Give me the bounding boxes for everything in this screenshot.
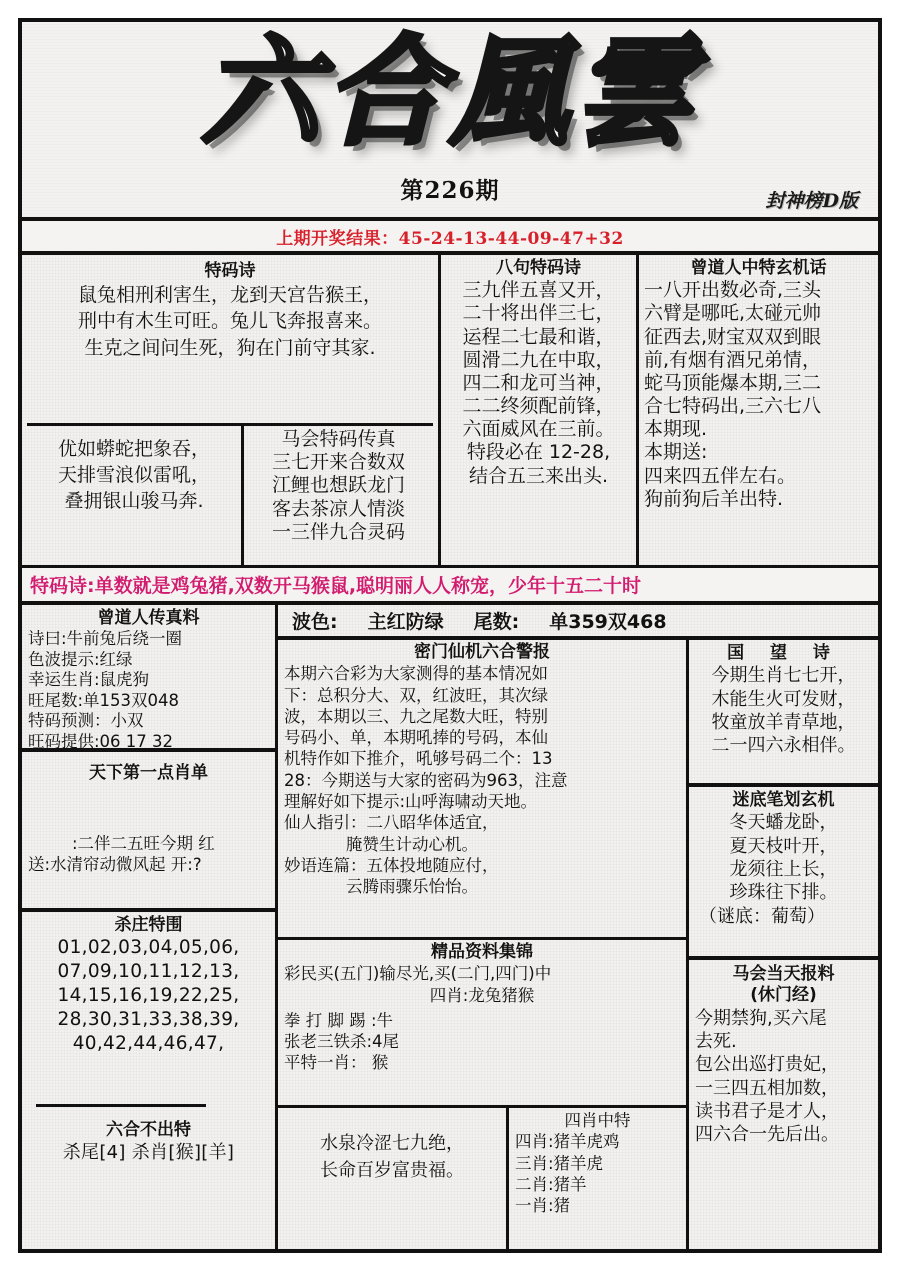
tianxia-line-1: :二伴二五旺今期 红 [72, 834, 215, 854]
sixiao-title: 四肖中特 [564, 1111, 631, 1130]
sixiao-row-2: 三肖:猪羊虎 [515, 1153, 604, 1173]
jingpin-row-3: 平特一肖： 猴 [284, 1053, 389, 1073]
middle-right-group [275, 605, 878, 1249]
mahui-chuanzhen-section [241, 426, 433, 565]
page-title: 六合風雲 [201, 22, 699, 161]
temashi-line-2: 刑中有木生可旺。兔儿飞奔报喜来。 [77, 310, 382, 333]
bocai-bar [278, 605, 878, 640]
liuhe-line: 杀尾[4] 杀肖[猴][羊] [62, 1142, 235, 1164]
zengdaoren-chuanzhen-title: 曾道人传真料 [97, 608, 200, 628]
temashi-section [27, 258, 433, 426]
zengdaoren-xuanji-line-2: 六臂是哪吒,太碰元帅 [644, 302, 822, 325]
poster-frame [18, 18, 882, 1253]
zengdaoren-chuanzhen-section [22, 605, 275, 752]
zengdaoren-row-4: 旺尾数:单153双048 [28, 690, 180, 710]
bocai-value-2: 单359双468 [549, 611, 667, 633]
bajushi-line-4: 圆滑二九在中取， [462, 348, 615, 371]
right-column [686, 640, 878, 1249]
jingpin-title: 精品资料集锦 [431, 942, 533, 962]
miaoyu-row [284, 855, 680, 876]
shuiquan-line-1: 水泉冷涩七九绝， [320, 1133, 464, 1154]
sixiao-row-1: 四肖:猪羊虎鸡 [515, 1132, 620, 1152]
bajushi-line-3: 运程二七最和谐， [462, 325, 615, 348]
bajushi-line-7: 六面威风在三前。 [462, 418, 615, 441]
mimen-body-4: 号码小、单，本期吼捧的号码，本仙 [284, 728, 548, 748]
temashi-line-1: 鼠兔相刑利害生，龙到天宫告猴王， [77, 284, 382, 307]
liuhe-divider [36, 1104, 206, 1107]
bajushi-section [438, 255, 636, 565]
mahui-chuanzhen-line-2: 江鲤也想跃龙门 [271, 474, 405, 497]
mid-right-row [278, 640, 878, 1249]
mimen-section [278, 640, 686, 940]
xianren-row [284, 812, 680, 833]
mimen-body-2: 下：总积分大、双，红波旺，其次绿 [284, 685, 548, 705]
tianxia-line-2: 送:水清帘动微风起 开:? [28, 854, 202, 874]
mahui-chuanzhen-title: 马会特码传真 [281, 428, 396, 450]
zengdaoren-xuanji-line-6: 合七特码出,三六七八 [644, 395, 822, 418]
zengdaoren-xuanji-section [636, 255, 878, 565]
manshe-and-mahui-row [27, 426, 433, 565]
mahui-chuanzhen-line-3: 客去茶凉人情淡 [271, 497, 405, 520]
jingpin-row-2: 张老三铁杀:4尾 [284, 1032, 400, 1052]
mahui-baoliao-subtitle: (休门经) [750, 985, 817, 1006]
shuiquan-section [278, 1108, 506, 1249]
manshe-line-1: 优如蟒蛇把象吞， [57, 438, 210, 460]
zengdaoren-xuanji-line-1: 一八开出数必奇,三头 [644, 279, 822, 302]
guowang-title: 国 望 诗 [727, 643, 840, 663]
miaoyu-label: 妙语连篇： [284, 855, 367, 875]
shazhuang-numbers-1: 01,02,03,04,05,06, [57, 937, 240, 959]
mahui-chuanzhen-line-4: 一三伴九合灵码 [271, 520, 405, 543]
mimen-body-3: 波，本期以三、九之尾数大旺，特别 [284, 706, 548, 726]
last-draw-result-strip [22, 221, 878, 255]
xianren-line-2: 腌赞生计动心机。 [346, 834, 478, 854]
bajushi-line-5: 四二和龙可当神， [462, 371, 615, 394]
jingpin-line-2: 四肖:龙兔猪猴 [429, 985, 535, 1005]
guowang-line-1: 今期生肖七七开， [711, 665, 856, 687]
midi-line-2: 夏天枝叶开， [729, 835, 838, 857]
miaoyu-line-2: 云腾雨骤乐怡怡。 [346, 877, 478, 897]
edition-label: 封神榜D版 [765, 190, 858, 212]
midi-line-4: 珍珠往下排。 [729, 882, 838, 904]
guowang-line-2: 木能生火可发财， [711, 688, 856, 710]
bajushi-line-9: 结合五三来出头. [468, 464, 609, 487]
mahui-line-3: 包公出巡打贵妃， [695, 1054, 839, 1076]
zengdaoren-xuanji-line-7: 本期现. [644, 418, 708, 441]
zengdaoren-row-3: 幸运生肖:鼠虎狗 [28, 670, 150, 690]
zengdaoren-row-6: 旺码提供:06 17 32 [28, 731, 174, 751]
mahui-line-2: 去死. [695, 1030, 737, 1052]
bocai-label-2: 尾数: [473, 611, 520, 633]
temashi-banner [22, 565, 878, 605]
mahui-line-5: 读书君子是才人， [695, 1101, 839, 1123]
bottom-mid-row [278, 1108, 686, 1249]
mahui-line-1: 今期禁狗,买六尾 [695, 1007, 827, 1029]
temashi-banner-text: 特码诗:单数就是鸡兔猪,双数开马猴鼠,聪明丽人人称宠，少年十五二十时 [30, 575, 642, 597]
bajushi-line-6: 二二终须配前锋， [462, 395, 615, 418]
mimen-body-1: 本期六合彩为大家测得的基本情况如 [284, 664, 548, 684]
bajushi-line-2: 二十将出伴三七， [462, 302, 615, 325]
bocai-value-1: 主红防绿 [367, 611, 444, 633]
middle-column [278, 640, 686, 1249]
top-sections-row [22, 255, 878, 565]
bajushi-line-1: 三九伴五喜又开， [462, 279, 615, 302]
guowang-section [689, 640, 878, 787]
shuiquan-line-2: 长命百岁富贵福。 [320, 1160, 464, 1181]
guowang-line-4: 二一四六永相伴。 [711, 735, 856, 757]
xianren-label: 仙人指引： [284, 813, 367, 833]
guowang-line-3: 牧童放羊青草地， [711, 712, 856, 734]
sixiao-row-4: 一肖:猪 [515, 1196, 571, 1216]
sixiao-row-3: 二肖:猪羊 [515, 1174, 587, 1194]
shazhuang-numbers-5: 40,42,44,46,47, [72, 1033, 225, 1055]
zengdaoren-xuanji-line-10: 狗前狗后羊出特. [644, 487, 784, 510]
zengdaoren-row-2: 色波提示:红绿 [28, 649, 133, 669]
mimen-title: 密门仙机六合警报 [414, 642, 550, 662]
zengdaoren-xuanji-line-4: 前,有烟有酒兄弟情， [644, 348, 822, 371]
tianxia-section [22, 752, 275, 912]
manshe-line-3: 叠拥银山骏马奔. [64, 490, 204, 513]
zengdaoren-xuanji-line-8: 本期送: [644, 441, 708, 464]
midi-section [689, 787, 878, 960]
mahui-line-6: 四六合一先后出。 [695, 1124, 839, 1146]
bocai-label-1: 波色: [292, 611, 338, 633]
mahui-baoliao-title: 马会当天报料 [732, 964, 835, 984]
liuhe-title: 六合不出特 [106, 1120, 191, 1140]
zengdaoren-row-1: 诗曰:牛前兔后绕一圈 [28, 629, 183, 649]
midi-line-1: 冬天蟠龙卧， [729, 812, 838, 834]
shazhuang-section [22, 912, 275, 1100]
jingpin-line-1: 彩民买(五门)输尽光,买(二门,四门)中 [284, 964, 552, 984]
left-top-group [22, 255, 438, 565]
shazhuang-title: 杀庄特围 [114, 915, 183, 935]
miaoyu-line-1: 五体投地随应付， [366, 855, 499, 875]
bajushi-title: 八句特码诗 [496, 258, 581, 278]
tianxia-title: 天下第一点肖单 [89, 763, 208, 783]
temashi-title: 特码诗 [204, 261, 256, 281]
midi-title: 迷底笔划玄机 [732, 790, 835, 810]
manshe-section [27, 426, 241, 565]
temashi-line-3: 生克之间问生死，狗在门前守其家. [84, 336, 376, 359]
liuhe-section [22, 1100, 275, 1249]
mahui-line-4: 一三四五相加数， [695, 1077, 839, 1099]
bajushi-line-8: 特段必在 12-28, [466, 441, 611, 464]
midi-line-3: 龙须往上长， [729, 859, 838, 881]
header-banner [22, 22, 878, 221]
last-draw-result: 上期开奖结果：45-24-13-44-09-47+32 [276, 228, 624, 249]
jingpin-section [278, 940, 686, 1108]
zengdaoren-xuanji-line-3: 征西去,财宝双双到眼 [644, 325, 822, 348]
main-columns [22, 605, 878, 1249]
shazhuang-numbers-3: 14,15,16,19,22,25, [57, 985, 240, 1007]
mahui-chuanzhen-line-1: 三七开来合数双 [271, 451, 405, 474]
jingpin-row-1: 拳 打 脚 踢 :牛 [284, 1010, 394, 1030]
zengdaoren-row-5: 特码预测：小双 [28, 711, 144, 731]
mimen-body-6: 28：今期送与大家的密码为963，注意 [284, 770, 568, 790]
xianren-line-1: 二八昭华体适宜， [366, 813, 499, 833]
sixiao-section [506, 1108, 686, 1249]
mahui-baoliao-section [689, 960, 878, 1249]
issue-number: 第226期 [400, 177, 500, 204]
mimen-body-5: 机特作如下推介，吼够号码二个：13 [284, 749, 553, 769]
midi-answer: （谜底：葡萄） [699, 905, 825, 927]
shazhuang-numbers-4: 28,30,31,33,38,39, [57, 1009, 240, 1031]
zengdaoren-xuanji-line-5: 蛇马顶能爆本期,三二 [644, 371, 822, 394]
zengdaoren-xuanji-title: 曾道人中特玄机话 [690, 258, 827, 278]
shazhuang-numbers-2: 07,09,10,11,12,13, [57, 961, 240, 983]
mimen-body-7: 理解好如下提示:山呼海啸动天地。 [284, 791, 538, 811]
manshe-line-2: 天排雪浪似雷吼， [57, 464, 210, 487]
zengdaoren-xuanji-line-9: 四来四五伴左右。 [644, 464, 797, 487]
left-column [22, 605, 275, 1249]
